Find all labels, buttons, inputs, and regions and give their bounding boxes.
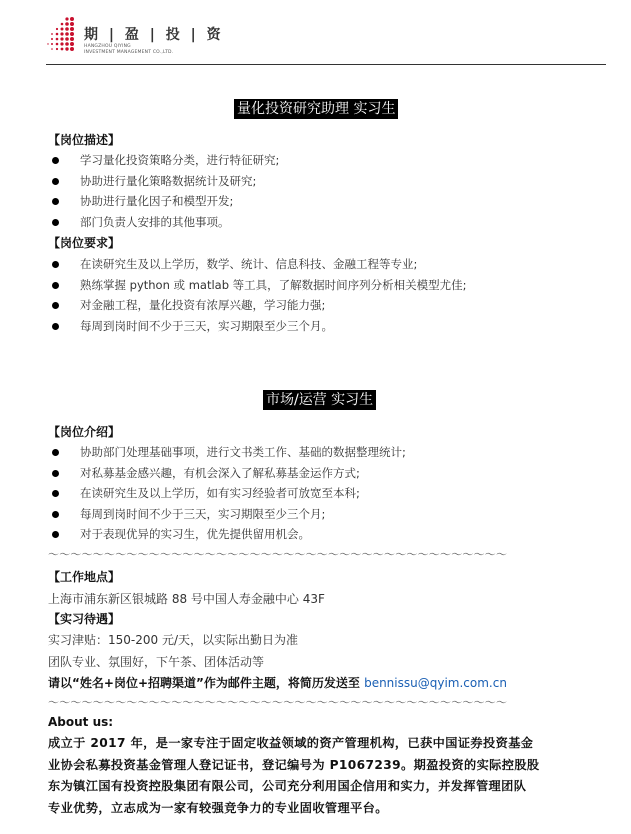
list-item: 协助部门处理基础事项，进行文书类工作、基础的数据整理统计; [48,442,406,463]
bullet-icon [52,261,59,268]
company-name-en-line2: INVESTMENT MANAGEMENT CO.,LTD. [84,50,174,55]
list-item: 对私募基金感兴趣，有机会深入了解私募基金运作方式; [48,463,406,484]
list-item: 对金融工程，量化投资有浓厚兴趣，学习能力强; [48,295,467,316]
list-item: 熟练掌握 python 或 matlab 等工具，了解数据时间序列分析相关模型尤佳; [48,275,467,296]
bullet-icon [52,282,59,289]
benefits-heading: 【实习待遇】 [48,612,121,626]
list-item: 在读研究生及以上学历，如有实习经验者可放宽至本科; [48,483,406,504]
job1-desc-list [48,150,279,232]
list-item: 每周到岗时间不少于三天，实习期限至少三个月。 [48,316,467,337]
benefits-perks: 团队专业、氛围好，下午茶、团体活动等 [48,655,265,669]
email-link[interactable]: bennissu@qyim.com.cn [364,676,507,690]
bullet-icon [52,490,59,497]
wave-divider: ～～～～～～～～～～～～～～～～～～～～～～～～～～～～～～～～～～～～～～～～～ [48,548,508,561]
job1-req-list [48,254,467,336]
bullet-icon [52,219,59,226]
bullet-icon [52,178,59,185]
about-paragraph: 成立于 2017 年，是一家专注于固定收益领域的资产管理机构，已获中国证券投资基金 业协会私募投资基金管理人登记证书，登记编号为 P1067239。期盈投资的实际控股股 东为镇江国有投资控股集团有限公司，公司充分利用国企信用和实力，并发挥管理团队 专业优势，立志成为一家有较强竞争力的专业固收管理平台。 [48,736,540,815]
job2-title: 市场/运营 实习生 [263,390,376,410]
bullet-icon [52,470,59,477]
company-header [46,14,606,66]
location-heading: 【工作地点】 [48,570,121,584]
bullet-icon [52,302,59,309]
job1-req-heading: 【岗位要求】 [48,236,121,250]
list-item: 协助进行量化因子和模型开发; [48,191,279,212]
bullet-icon [52,323,59,330]
list-item: 每周到岗时间不少于三天，实习期限至少三个月; [48,504,406,525]
job2-intro-list [48,442,406,545]
job1-title: 量化投资研究助理 实习生 [234,99,398,119]
list-item: 对于表现优异的实习生，优先提供留用机会。 [48,524,406,545]
list-item: 学习量化投资策略分类，进行特征研究; [48,150,279,171]
bullet-icon [52,198,59,205]
bullet-icon [52,531,59,538]
bullet-icon [52,449,59,456]
wave-divider: ～～～～～～～～～～～～～～～～～～～～～～～～～～～～～～～～～～～～～～～～～ [48,696,508,709]
about-heading: About us: [48,715,114,729]
bullet-icon [52,511,59,518]
location-address: 上海市浦东新区银城路 88 号中国人寿金融中心 43F [48,592,325,606]
header-divider [46,64,606,65]
company-name-en-line1: HANGZHOU QIYING [84,44,131,49]
apply-instruction: 请以“姓名+岗位+招聘渠道”作为邮件主题，将简历发送至 bennissu@qyim.com.cn [48,676,507,690]
list-item: 在读研究生及以上学历，数学、统计、信息科技、金融工程等专业; [48,254,467,275]
bullet-icon [52,157,59,164]
company-name-cn: 期 | 盈 | 投 | 资 [84,27,224,43]
benefits-pay: 实习津贴：150-200 元/天，以实际出勤日为准 [48,633,298,647]
list-item: 协助进行量化策略数据统计及研究; [48,171,279,192]
list-item: 部门负责人安排的其他事项。 [48,212,279,233]
dot-grid-logo-icon [46,16,76,54]
job1-desc-heading: 【岗位描述】 [48,133,121,147]
job2-intro-heading: 【岗位介绍】 [48,425,121,439]
